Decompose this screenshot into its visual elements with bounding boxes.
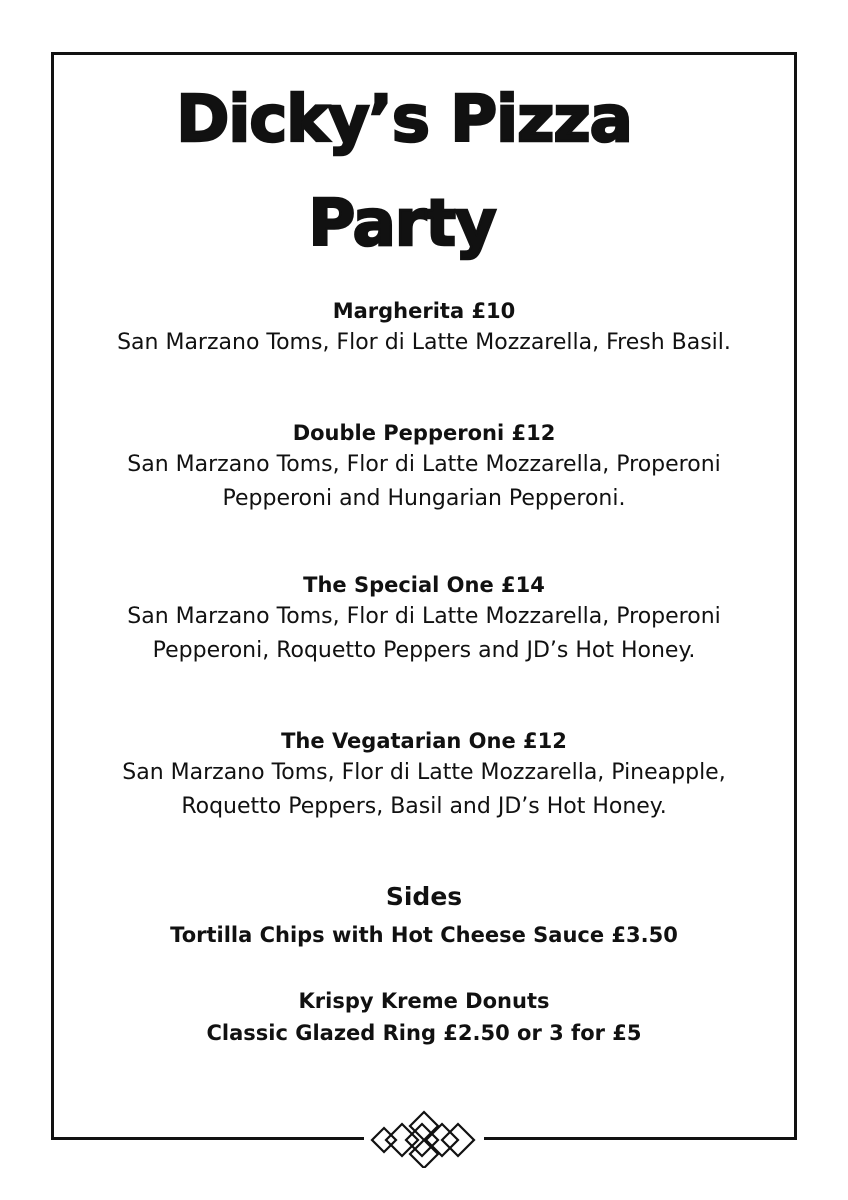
menu-item-name: Margherita £10 xyxy=(332,299,516,323)
menu-title-line-2: Party xyxy=(308,187,496,261)
sides-item-tortilla-chips: Tortilla Chips with Hot Cheese Sauce £3.50 xyxy=(170,923,678,947)
menu-item-name: The Special One £14 xyxy=(303,573,545,597)
sides-item-donuts-title: Krispy Kreme Donuts xyxy=(298,989,550,1013)
menu-item-name: The Vegatarian One £12 xyxy=(281,729,567,753)
sides-heading: Sides xyxy=(385,882,463,911)
menu-item-margherita xyxy=(0,296,848,360)
menu-item-description: San Marzano Toms, Flor di Latte Mozzarella, Properoni xyxy=(127,604,721,629)
menu-item-description: San Marzano Toms, Flor di Latte Mozzarella, Properoni xyxy=(127,452,721,477)
menu-item-special-one xyxy=(0,570,848,668)
menu-item-double-pepperoni xyxy=(0,418,848,516)
sides-item-donuts-price: Classic Glazed Ring £2.50 or 3 for £5 xyxy=(206,1021,642,1045)
menu-title-line-1: Dicky’s Pizza xyxy=(176,83,632,157)
menu-item-description: San Marzano Toms, Flor di Latte Mozzarella, Fresh Basil. xyxy=(117,330,731,355)
diamond-ornament-icon xyxy=(364,1104,484,1168)
menu-item-description: Pepperoni, Roquetto Peppers and JD’s Hot Honey. xyxy=(152,638,696,663)
menu-item-name: Double Pepperoni £12 xyxy=(292,421,556,445)
menu-item-vegetarian-one xyxy=(0,726,848,824)
menu-item-description: Pepperoni and Hungarian Pepperoni. xyxy=(222,486,626,511)
menu-item-description: Roquetto Peppers, Basil and JD’s Hot Honey. xyxy=(181,794,667,819)
menu-item-description: San Marzano Toms, Flor di Latte Mozzarella, Pineapple, xyxy=(122,760,726,785)
